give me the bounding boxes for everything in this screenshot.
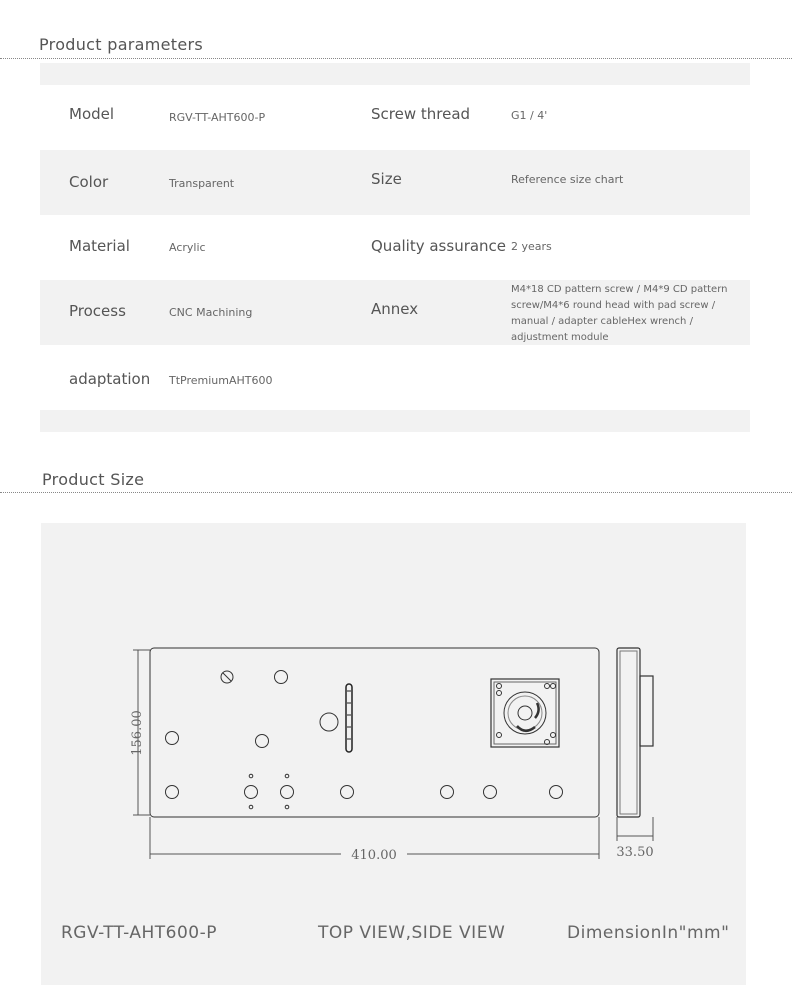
table-row bbox=[40, 85, 750, 150]
caption-model: RGV-TT-AHT600-P bbox=[61, 923, 217, 943]
screw-hole bbox=[166, 732, 179, 745]
param-label: Model bbox=[69, 105, 115, 123]
table-row bbox=[40, 215, 750, 280]
width-dimension: 410.00 bbox=[351, 848, 397, 863]
param-value: TtPremiumAHT600 bbox=[169, 374, 273, 387]
screw-hole bbox=[166, 786, 179, 799]
param-value: G1 / 4' bbox=[511, 109, 548, 122]
caption-views: TOP VIEW,SIDE VIEW bbox=[318, 923, 506, 943]
param-value: 2 years bbox=[511, 240, 552, 253]
screw-hole bbox=[550, 786, 563, 799]
height-dimension: 156.00 bbox=[130, 710, 145, 756]
param-label: Annex bbox=[371, 300, 419, 318]
screw-hole bbox=[341, 786, 354, 799]
param-label: adaptation bbox=[69, 370, 151, 388]
screw-hole bbox=[256, 735, 269, 748]
param-label: Color bbox=[69, 173, 109, 191]
param-label: Size bbox=[371, 170, 402, 188]
screw-hole bbox=[245, 786, 258, 799]
technical-drawing bbox=[41, 523, 746, 985]
table-top-strip bbox=[40, 63, 750, 85]
table-row bbox=[40, 280, 750, 345]
param-label: Process bbox=[69, 302, 126, 320]
param-label: Quality assurance bbox=[371, 237, 507, 255]
param-value: CNC Machining bbox=[169, 306, 253, 319]
param-label: Screw thread bbox=[371, 105, 471, 123]
depth-dimension: 33.50 bbox=[616, 845, 654, 860]
side-view-block bbox=[640, 676, 653, 746]
caption-units: DimensionIn"mm" bbox=[567, 923, 730, 943]
screw-hole bbox=[441, 786, 454, 799]
screw-hole bbox=[275, 671, 288, 684]
screw-hole bbox=[281, 786, 294, 799]
table-row bbox=[40, 150, 750, 215]
size-section-title: Product Size bbox=[42, 470, 145, 489]
param-value: Transparent bbox=[169, 177, 235, 190]
params-section-title: Product parameters bbox=[39, 35, 204, 54]
params-table bbox=[40, 63, 750, 432]
param-value: Reference size chart bbox=[511, 173, 624, 186]
size-drawing-panel bbox=[41, 523, 746, 985]
vertical-slot bbox=[346, 684, 352, 752]
param-value: M4*18 CD pattern screw / M4*9 CD pattern screw/M4*6 round head with pad screw / manual / adapter cableHex wrench / adjustment module bbox=[511, 284, 728, 343]
table-row bbox=[40, 345, 750, 410]
table-bottom-strip bbox=[40, 410, 750, 432]
size-divider bbox=[0, 492, 792, 493]
param-label: Material bbox=[69, 237, 130, 255]
param-value: Acrylic bbox=[169, 241, 206, 254]
screw-hole bbox=[484, 786, 497, 799]
params-divider bbox=[0, 58, 792, 59]
pump-impeller bbox=[504, 692, 546, 734]
port-circle bbox=[320, 713, 338, 731]
param-value: RGV-TT-AHT600-P bbox=[169, 111, 266, 124]
